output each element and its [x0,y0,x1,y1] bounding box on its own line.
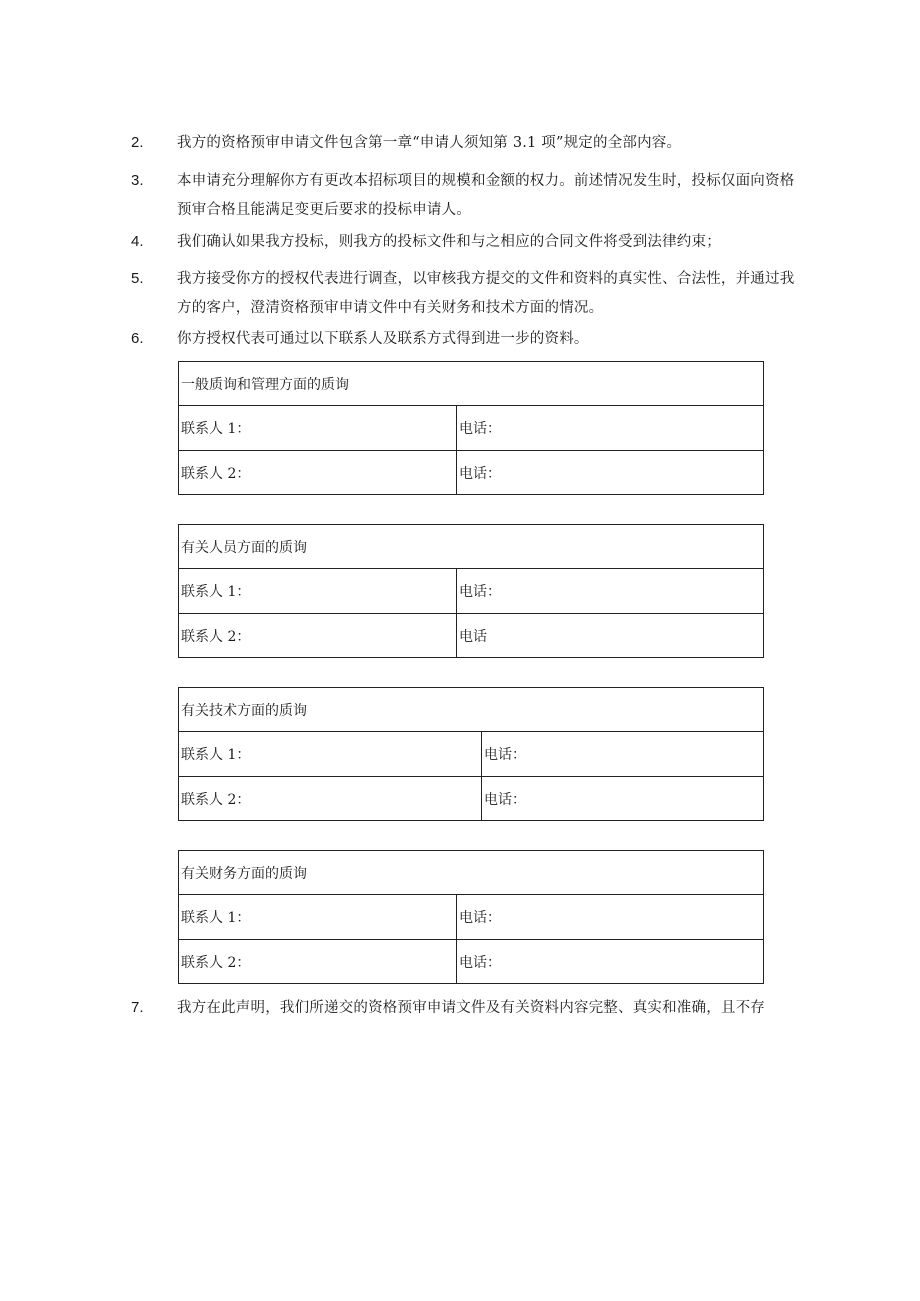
phone-cell: 电话： [484,747,526,763]
list-text: 我方的资格预审申请文件包含第一章“申请人须知第 3.1 项”规定的全部内容。 [177,135,682,151]
list-number: 4. [131,233,144,250]
contact-table-personnel [178,524,764,658]
table-row [179,569,763,613]
contact-table-financial [178,850,764,984]
list-number: 6. [131,330,144,347]
list-number: 5. [131,270,144,287]
list-text: 我方接受你方的授权代表进行调查，以审核我方提交的文件和资料的真实性、合法性，并通过我方的客户，澄清资格预审申请文件中有关财务和技术方面的情况。 [177,271,795,316]
contact-cell: 联系人 2： [179,614,457,657]
contact-cell: 联系人 2： [179,940,457,983]
list-text: 我方在此声明，我们所递交的资格预审申请文件及有关资料内容完整、真实和准确，且不存 [177,1000,765,1016]
phone-cell: 电话： [459,954,501,971]
table-row [179,732,763,776]
table-title: 一般质询和管理方面的质询 [179,362,763,406]
phone-cell: 电话： [459,421,501,437]
contact-cell: 联系人 1： [179,895,457,939]
phone-cell: 电话 [459,628,487,645]
contact-table-technical [178,687,764,821]
contact-table-general [178,361,764,495]
list-text: 你方授权代表可通过以下联系人及联系方式得到进一步的资料。 [177,331,589,347]
phone-cell: 电话： [459,465,501,482]
list-text: 本申请充分理解你方有更改本招标项目的规模和金额的权力。前述情况发生时，投标仅面向资格预审合格且能满足变更后要求的投标申请人。 [177,173,795,218]
contact-cell: 联系人 2： [179,777,482,820]
table-row [179,776,763,820]
table-row [179,939,763,983]
phone-cell: 电话： [459,910,501,926]
phone-cell: 电话： [459,584,501,600]
contact-cell: 联系人 1： [179,406,457,450]
contact-cell: 联系人 1： [179,732,482,776]
table-row [179,450,763,494]
table-title: 有关技术方面的质询 [179,688,763,732]
list-number: 3. [131,172,144,189]
table-title: 有关人员方面的质询 [179,525,763,569]
list-text: 我们确认如果我方投标，则我方的投标文件和与之相应的合同文件将受到法律约束； [177,234,721,250]
phone-cell: 电话： [484,791,526,808]
list-number: 7. [131,999,144,1016]
table-title: 有关财务方面的质询 [179,851,763,895]
contact-cell: 联系人 1： [179,569,457,613]
list-number: 2. [131,134,144,151]
table-row [179,406,763,450]
contact-cell: 联系人 2： [179,451,457,494]
table-row [179,613,763,657]
table-row [179,895,763,939]
